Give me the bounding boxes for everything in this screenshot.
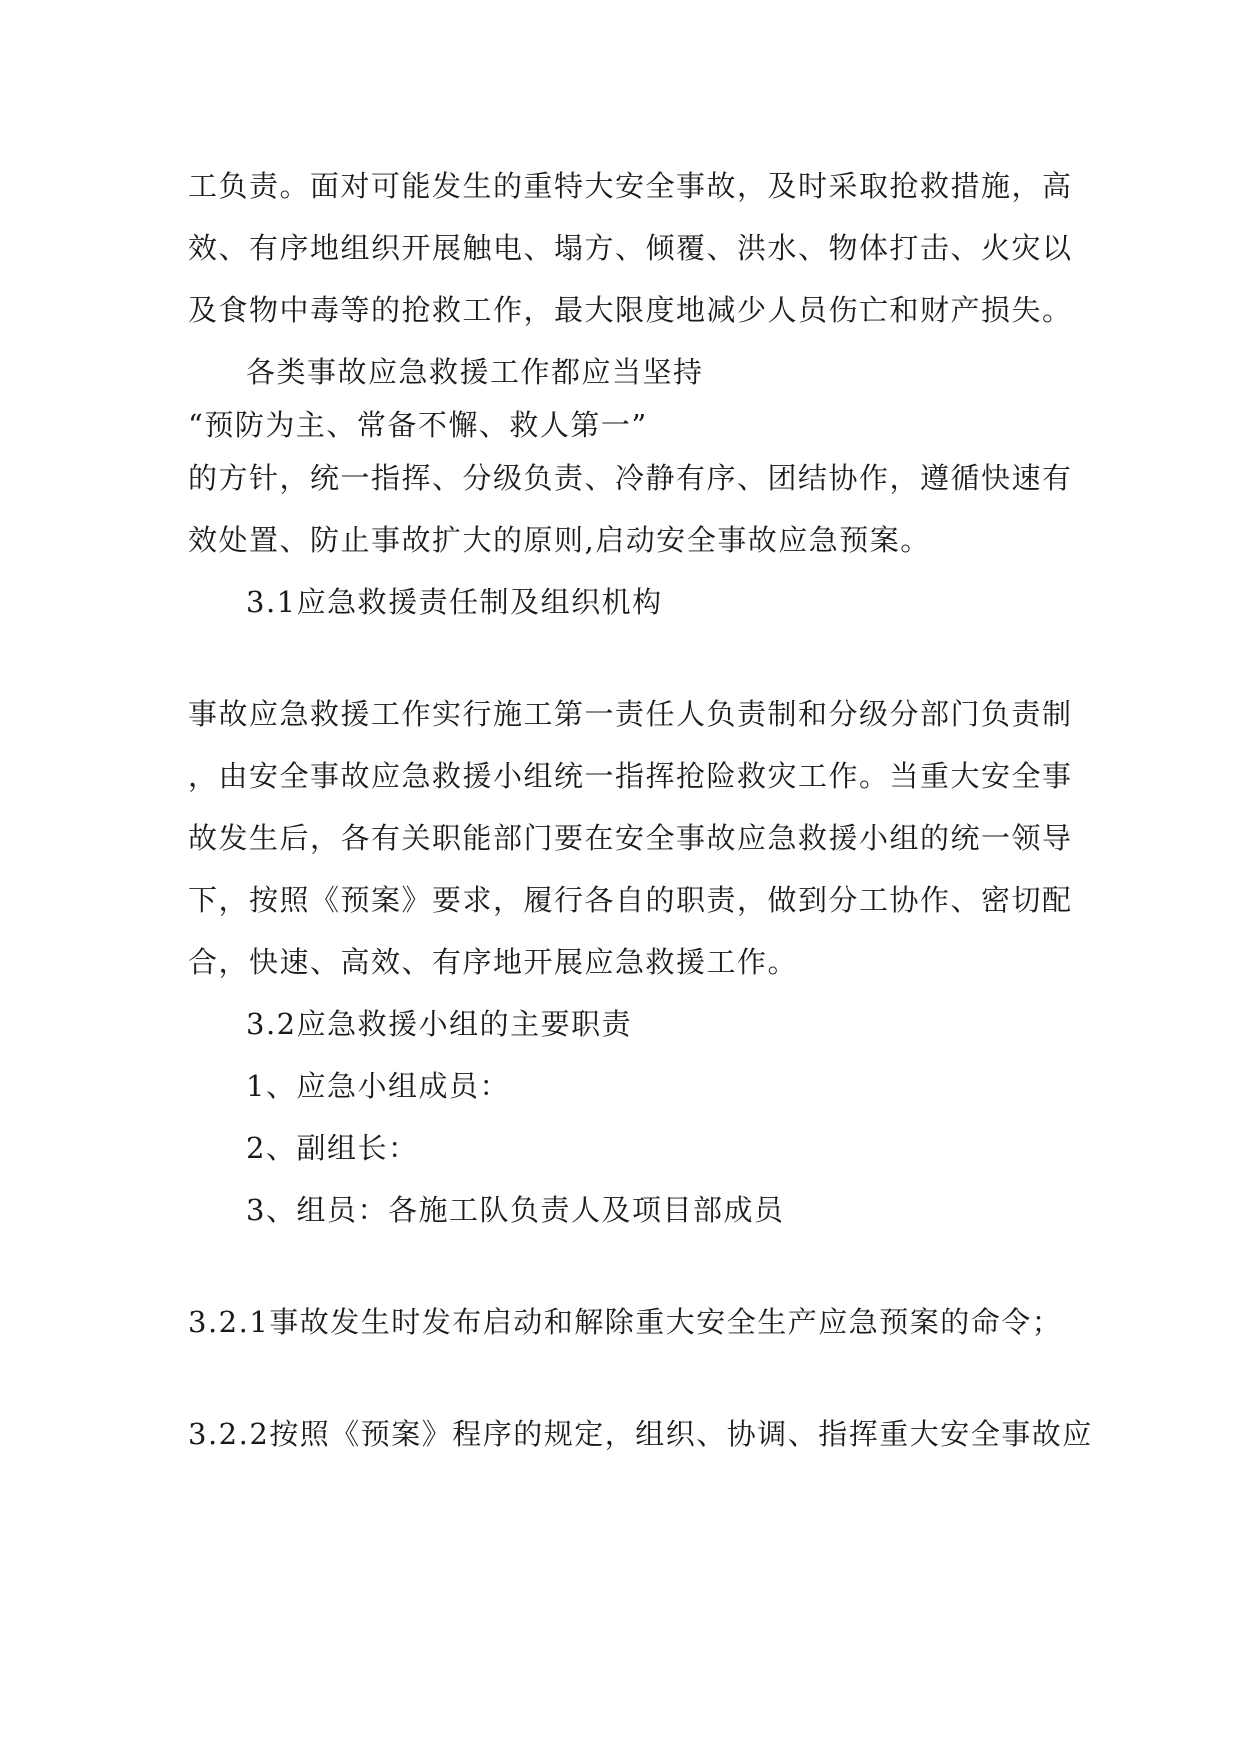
list-item: 2、副组长：: [246, 1131, 419, 1165]
section-heading: 3.1应急救援责任制及组织机构: [246, 585, 663, 619]
body-text-line: ，由安全事故应急救援小组统一指挥抢险救灾工作。当重大安全事: [188, 759, 1073, 793]
body-text-line: 故发生后，各有关职能部门要在安全事故应急救援小组的统一领导: [188, 821, 1073, 855]
body-text-line: 合，快速、高效、有序地开展应急救援工作。: [188, 945, 799, 979]
quoted-principle-line: “预防为主、常备不懈、救人第一”: [188, 408, 648, 442]
body-text-line: 的方针，统一指挥、分级负责、冷静有序、团结协作，遵循快速有: [188, 461, 1073, 495]
body-text-line: 下，按照《预案》要求，履行各自的职责，做到分工协作、密切配: [188, 883, 1073, 917]
body-text-line: 效处置、防止事故扩大的原则,启动安全事故应急预案。: [188, 523, 931, 557]
section-heading: 3.2应急救援小组的主要职责: [246, 1007, 633, 1041]
body-text-line: 效、有序地组织开展触电、塌方、倾覆、洪水、物体打击、火灾以: [188, 231, 1073, 265]
list-item: 3、组员：各施工队负责人及项目部成员: [246, 1193, 785, 1227]
body-text-line: 工负责。面对可能发生的重特大安全事故，及时采取抢救措施，高: [188, 169, 1073, 203]
list-item: 1、应急小组成员：: [246, 1069, 510, 1103]
subsection-item: 3.2.1事故发生时发布启动和解除重大安全生产应急预案的命令；: [188, 1305, 1063, 1339]
body-text-line: 及食物中毒等的抢救工作，最大限度地减少人员伤亡和财产损失。: [188, 293, 1073, 327]
body-text-line: 事故应急救援工作实行施工第一责任人负责制和分级分部门负责制: [188, 697, 1073, 731]
subsection-item: 3.2.2按照《预案》程序的规定，组织、协调、指挥重大安全事故应: [188, 1417, 1093, 1451]
paragraph-start-line: 各类事故应急救援工作都应当坚持: [246, 355, 704, 389]
